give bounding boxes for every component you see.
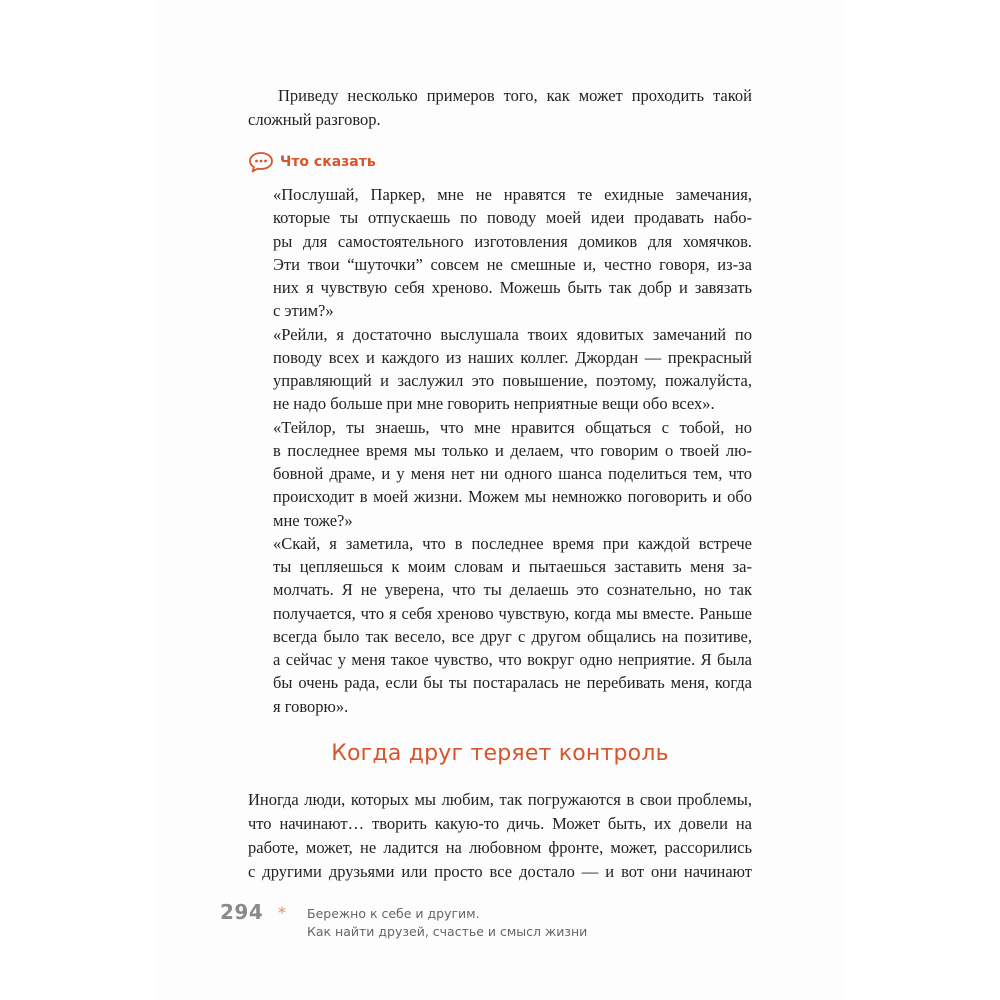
book-title-line2: Как найти друзей, счастье и смысл жизни: [307, 924, 588, 939]
quote-line: управляющий и заслужил это повышение, поэтому, пожалуйста,: [273, 371, 752, 390]
quote-line: мне тоже?»: [273, 510, 353, 530]
quote-line: получается, что я себя хреново чувствую, когда мы вместе. Раньше: [273, 603, 752, 623]
quote-line: поводу всех и каждого из наших коллег. Джордан — прекрасный: [273, 347, 752, 367]
quote-line: бовной драме, и у меня нет ни одного шанса поделиться тем, что: [273, 464, 752, 483]
quote-line: них я чувствую себя хреново. Можешь быть так добр и завязать: [273, 278, 752, 297]
quote-line: с этим?»: [273, 301, 334, 321]
quote-line: Эти твои “шуточки” совсем не смешные и, честно говоря, из-за: [273, 254, 752, 274]
quote-line: которые ты отпускаешь по поводу моей идеи продавать набо-: [273, 208, 752, 228]
quote-line: «Послушай, Паркер, мне не нравятся те ехидные замечания,: [273, 185, 752, 204]
quote-line: в последнее время мы только и делаем, что говорим о твоей лю-: [273, 440, 752, 460]
intro-line: сложный разговор.: [248, 110, 381, 129]
quote-line: «Рейли, я достаточно выслушала твоих ядовитых замечаний по: [273, 324, 752, 344]
paragraph-line: Иногда люди, которых мы любим, так погружаются в свои проблемы,: [248, 790, 752, 809]
speech-bubble-icon: [248, 151, 274, 173]
quote-line: «Скай, я заметила, что в последнее время при каждой встрече: [273, 533, 752, 553]
quote-line: бы очень рада, если бы ты постаралась не перебивать меня, когда: [273, 673, 752, 693]
quote-line: не надо больше при мне говорить неприятные вещи обо всех».: [273, 394, 715, 414]
quote-line: я говорю».: [273, 696, 349, 716]
quote-line: «Тейлор, ты знаешь, что мне нравится общаться с тобой, но: [273, 417, 752, 437]
quote-line: происходит в моей жизни. Можем мы немножко поговорить и обо: [273, 487, 752, 507]
callout-label: Что сказать: [280, 154, 376, 170]
footer-separator: *: [278, 903, 286, 922]
paragraph-line: с другими друзьями или просто все достало — и вот они начинают: [248, 862, 752, 881]
section-paragraph: [248, 788, 752, 884]
quote-line: ты цепляешься к моим словам и пытаешься заставить меня за-: [273, 557, 752, 576]
running-footer-title: [307, 905, 587, 941]
paragraph-line: что начинают… творить какую-то дичь. Может быть, их довели на: [248, 814, 752, 833]
quote-line: всегда было так весело, все друг с другом общались на позитиве,: [273, 626, 752, 646]
section-heading: Когда друг теряет контроль: [331, 741, 669, 766]
example-quotes: [273, 183, 752, 718]
paragraph-line: работе, может, не ладится на любовном фронте, может, рассорились: [248, 838, 752, 857]
what-to-say-callout: [248, 149, 376, 175]
intro-line: Приведу несколько примеров того, как может проходить такой: [278, 86, 752, 105]
quote-line: молчать. Я не уверена, что ты делаешь это сознательно, но так: [273, 580, 752, 600]
quote-line: а сейчас у меня такое чувство, что вокруг одно неприятие. Я была: [273, 650, 752, 669]
book-title-line1: Бережно к себе и другим.: [307, 906, 480, 921]
quote-line: ры для самостоятельного изготовления домиков для хомячков.: [273, 231, 752, 251]
page-number: 294: [220, 900, 264, 924]
intro-paragraph: [248, 84, 752, 132]
